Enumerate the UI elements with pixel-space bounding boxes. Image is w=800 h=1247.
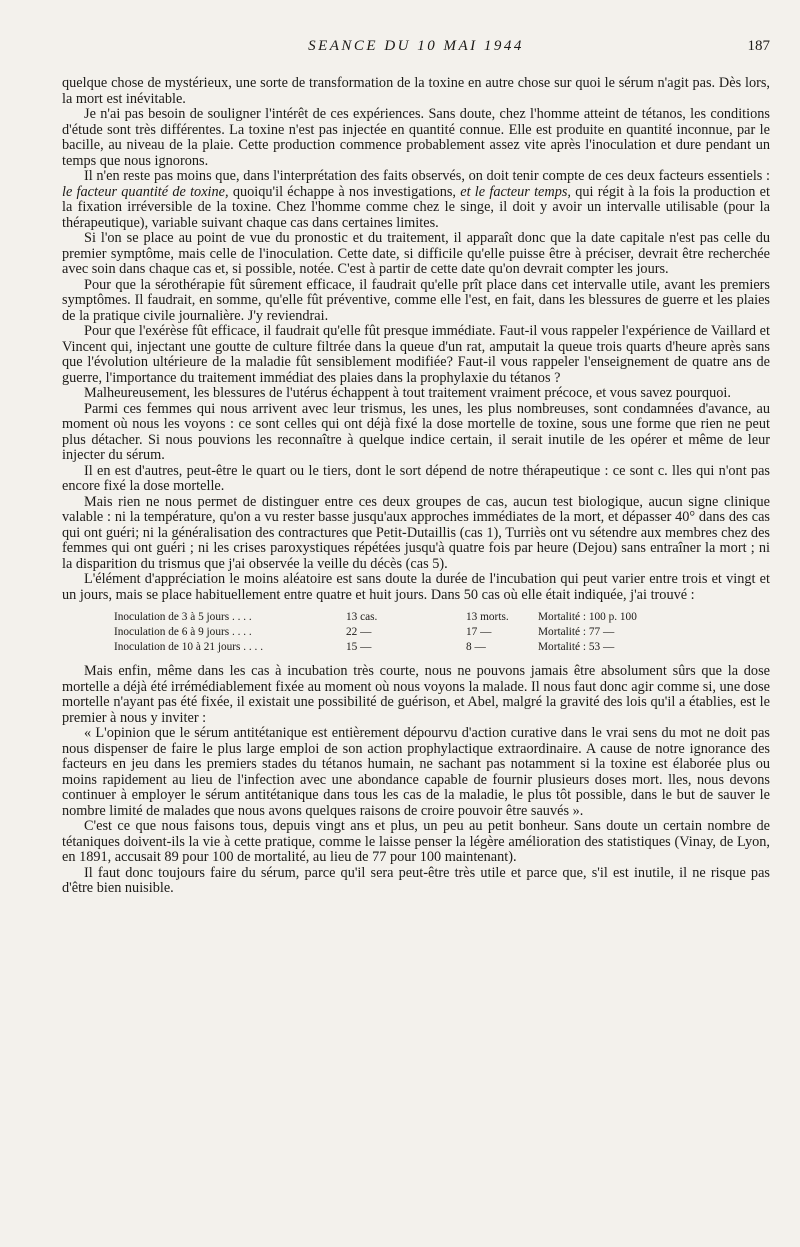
paragraph-text: Il n'en reste pas moins que, dans l'interprétation des faits observés, on doit tenir compte de ces deux facteurs essentiels : — [84, 168, 770, 184]
paragraph: Mais rien ne nous permet de distinguer entre ces deux groupes de cas, aucun test biologique, aucun signe clinique valable : ni la température, qu'on a vu rester basse jusqu'aux approches immédiates de la mort, et dépasser 40° dans des cas qui ont guéri; ni la généralisation des contractures que Petit-Dutaillis (cas 1), Turriès ont vu sétendre aux membres chez des femmes qui ont guéri ; ni les crises paroxystiques répétées jusqu'à quatre fois par heure (Dejou) sans entraîner la mort ; ni la disparition du trismus que j'ai observée la veille du décès (cas 5). — [62, 493, 770, 572]
running-title: SEANCE DU 10 MAI 1944 — [308, 38, 524, 54]
row-deaths: 8 — — [466, 641, 486, 653]
italic-term: le facteur quantité de toxine, — [62, 183, 229, 200]
row-cases: 22 — — [346, 626, 372, 638]
row-mortality: Mortalité : 100 p. 100 — [538, 611, 637, 623]
table-row — [114, 610, 770, 625]
table-row — [114, 640, 770, 655]
paragraph: L'élément d'appréciation le moins aléatoire est sans doute la durée de l'incubation qui peut varier entre trois et vingt et un jours, mais se place habituellement entre quatre et huit jours. Dans 50 cas où elle était indiquée, j'ai trouvé : — [62, 571, 770, 603]
paragraph-text: quoiqu'il échappe à nos investigations, — [232, 183, 457, 200]
paragraph-text: qui régit à la fois la production et la fixation irréversible de la toxine. Chez l'homme comme chez le singe, il doit y avoir un intervalle utilisable (pour la thérapeutique), variable suivant chaque cas dans certaines limites. — [62, 183, 770, 231]
row-label: Inoculation de 10 à 21 jours . . . . — [114, 641, 264, 653]
paragraph: quelque chose de mystérieux, une sorte de transformation de la toxine en autre chose sur quoi le sérum n'agit pas. Dès lors, la mort est inévitable. — [62, 75, 770, 107]
quotation: « L'opinion que le sérum antitétanique est entièrement dépourvu d'action curative dans le vrai sens du mot ne doit pas nous dispenser de faire le plus large emploi de son action prophylactique extraordinaire. A cause de notre ignorance des facteurs en jeu dans les premiers stades du tétanos humain, ne sachant pas notamment si la toxine est élaborée plus ou moins rapidement au lieu de l'infection avec une abondance capable de fournir plusieurs doses mort. lles, nous devons continuer à employer le sérum antitétanique dans tous les cas de la maladie, le plus tôt possible, dans le but de sauver le nombre limité de malades que nous avons quelques raisons de croire pouvoir être sauvés ». — [62, 725, 770, 819]
paragraph: Je n'ai pas besoin de souligner l'intérêt de ces expériences. Sans doute, chez l'homme atteint de tétanos, les conditions d'étude sont très différentes. La toxine n'est pas injectée en quantité connue. Elle est produite en quantité inconnue, par le bacille, au niveau de la plaie. Cette production commence probablement assez vite après l'inoculation et dure pendant un temps que nous ignorons. — [62, 106, 770, 169]
italic-term: et le facteur temps, — [460, 183, 571, 200]
paragraph: Il faut donc toujours faire du sérum, parce qu'il sera peut-être très utile et parce que, s'il est inutile, il ne risque pas d'être bien nuisible. — [62, 864, 770, 896]
paragraph: Mais enfin, même dans les cas à incubation très courte, nous ne pouvons jamais être absolument sûrs que la dose mortelle a déjà été irrémédiablement fixée au moment où nous voyons la malade. Il nous faut donc agir comme si, une dose mortelle n'ayant pas été fixée, il existait une possibilité de guérison, et Abel, malgré la gravité des lois qu'il a établies, est le premier à nous y inviter : — [62, 663, 770, 726]
body-text — [62, 76, 770, 897]
paragraph: Parmi ces femmes qui nous arrivent avec leur trismus, les unes, les plus nombreuses, sont condamnées d'avance, au moment où nous les voyons : ce sont celles qui ont déjà fixé la dose mortelle de toxine, sous une forme que rien ne peut plus détacher. Si nous pouvions les reconnaître à quelque indice certain, il serait inutile de les opérer et même de leur injecter du sérum. — [62, 400, 770, 463]
row-mortality: Mortalité : 77 — — [538, 626, 615, 638]
page-header — [62, 38, 770, 62]
paragraph: Si l'on se place au point de vue du pronostic et du traitement, il apparaît donc que la date capitale n'est pas celle du premier symptôme, mais celle de l'inoculation. Cette date, si difficile qu'elle puisse être à préciser, devrait être recherchée avec soin dans chaque cas et, si possible, notée. C'est à partir de cette date qu'on devrait compter les jours. — [62, 230, 770, 277]
row-deaths: 13 morts. — [466, 611, 509, 623]
incubation-stats-table — [114, 610, 770, 655]
paragraph: C'est ce que nous faisons tous, depuis vingt ans et plus, un peu au petit bonheur. Sans doute un certain nombre de tétaniques doivent-ils la vie à cette pratique, comme le laisse penser la légère amélioration des statistiques (Vinay, de Lyon, en 1891, accusait 89 pour 100 de mortalité, au lieu de 77 pour 100 maintenant). — [62, 818, 770, 865]
paragraph: Pour que l'exérèse fût efficace, il faudrait qu'elle fût presque immédiate. Faut-il vous rappeler l'expérience de Vaillard et Vincent qui, injectant une goutte de culture filtrée dans la queue d'un rat, amputait la queue trois quarts d'heure après sans que l'évolution ultérieure de la maladie fût sensiblement modifiée? Faut-il vous rappeler l'enseignement de quatre ans de guerre, l'importance du traitement immédiat des plaies dans la prophylaxie du tétanos ? — [62, 323, 770, 386]
paragraph — [62, 169, 770, 231]
row-deaths: 17 — — [466, 626, 492, 638]
row-mortality: Mortalité : 53 — — [538, 641, 615, 653]
row-label: Inoculation de 3 à 5 jours . . . . — [114, 611, 252, 623]
paragraph: Malheureusement, les blessures de l'utérus échappent à tout traitement vraiment précoce, et vous savez pourquoi. — [84, 385, 731, 401]
row-label: Inoculation de 6 à 9 jours . . . . — [114, 626, 252, 638]
paragraph: Il en est d'autres, peut-être le quart ou le tiers, dont le sort dépend de notre thérapeutique : ce sont c. lles qui n'ont pas encore fixé la dose mortelle. — [62, 462, 770, 494]
table-row — [114, 625, 770, 640]
paragraph: Pour que la sérothérapie fût sûrement efficace, il faudrait qu'elle prît place dans cet intervalle utile, avant les premiers symptômes. Il faudrait, en somme, qu'elle fût préventive, comme elle l'est, en fait, dans les blessures de guerre et les plaies de la pratique civile journalière. J'y reviendrai. — [62, 276, 770, 324]
row-cases: 15 — — [346, 641, 372, 653]
page-number: 187 — [747, 38, 770, 54]
row-cases: 13 cas. — [346, 611, 378, 623]
